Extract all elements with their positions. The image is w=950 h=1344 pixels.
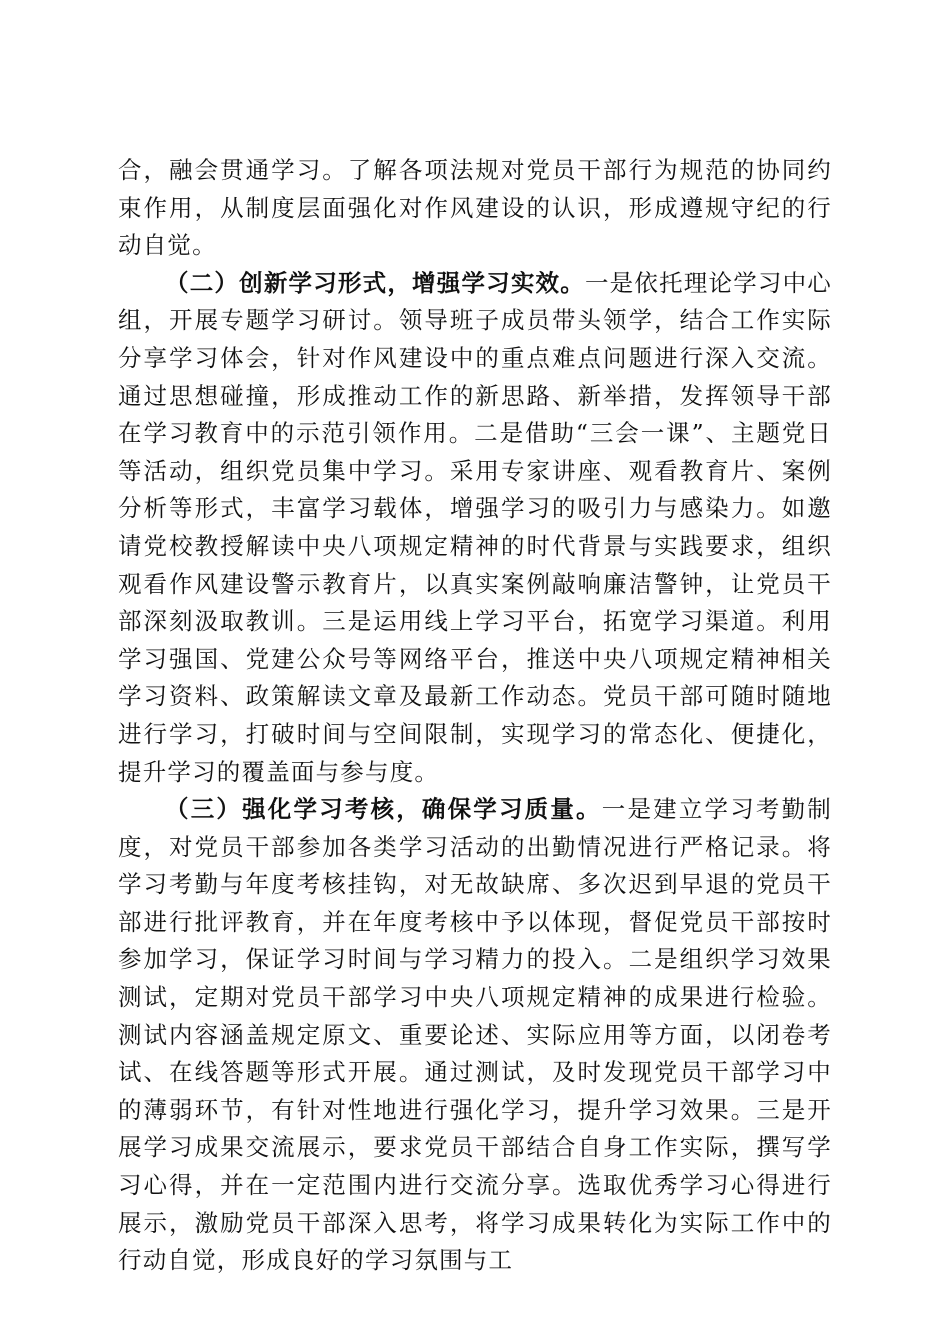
paragraph-continuation: 合，融会贯通学习。了解各项法规对党员干部行为规范的协同约束作用，从制度层面强化对作风建设的认识，形成遵规守纪的行动自觉。 xyxy=(118,156,832,260)
section-2-paragraph xyxy=(118,265,832,791)
section-2-heading: （二）创新学习形式，增强学习实效。 xyxy=(165,268,585,297)
section-3-body: 一是建立学习考勤制度，对党员干部参加各类学习活动的出勤情况进行严格记录。将学习考勤与年度考核挂钩，对无故缺席、多次迟到早退的党员干部进行批评教育，并在年度考核中予以体现，督促党员干部按时参加学习，保证学习时间与学习精力的投入。二是组织学习效果测试，定期对党员干部学习中央八项规定精神的成果进行检验。测试内容涵盖规定原文、重要论述、实际应用等方面，以闭卷考试、在线答题等形式开展。通过测试，及时发现党员干部学习中的薄弱环节，有针对性地进行强化学习，提升学习效果。三是开展学习成果交流展示，要求党员干部结合自身工作实际，撰写学习心得，并在一定范围内进行交流分享。选取优秀学习心得进行展示，激励党员干部深入思考，将学习成果转化为实际工作中的行动自觉，形成良好的学习氛围与工 xyxy=(118,795,832,1275)
document-body xyxy=(118,152,832,1280)
section-2-body: 一是依托理论学习中心组，开展专题学习研讨。领导班子成员带头领学，结合工作实际分享学习体会，针对作风建设中的重点难点问题进行深入交流。通过思想碰撞，形成推动工作的新思路、新举措，发挥领导干部在学习教育中的示范引领作用。二是借助“三会一课”、主题党日等活动，组织党员集中学习。采用专家讲座、观看教育片、案例分析等形式，丰富学习载体，增强学习的吸引力与感染力。如邀请党校教授解读中央八项规定精神的时代背景与实践要求，组织观看作风建设警示教育片，以真实案例敲响廉洁警钟，让党员干部深刻汲取教训。三是运用线上学习平台，拓宽学习渠道。利用学习强国、党建公众号等网络平台，推送中央八项规定精神相关学习资料、政策解读文章及最新工作动态。党员干部可随时随地进行学习，打破时间与空间限制，实现学习的常态化、便捷化，提升学习的覆盖面与参与度。 xyxy=(118,268,833,786)
section-3-paragraph xyxy=(118,791,832,1280)
section-3-heading: （三）强化学习考核，确保学习质量。 xyxy=(165,795,602,824)
